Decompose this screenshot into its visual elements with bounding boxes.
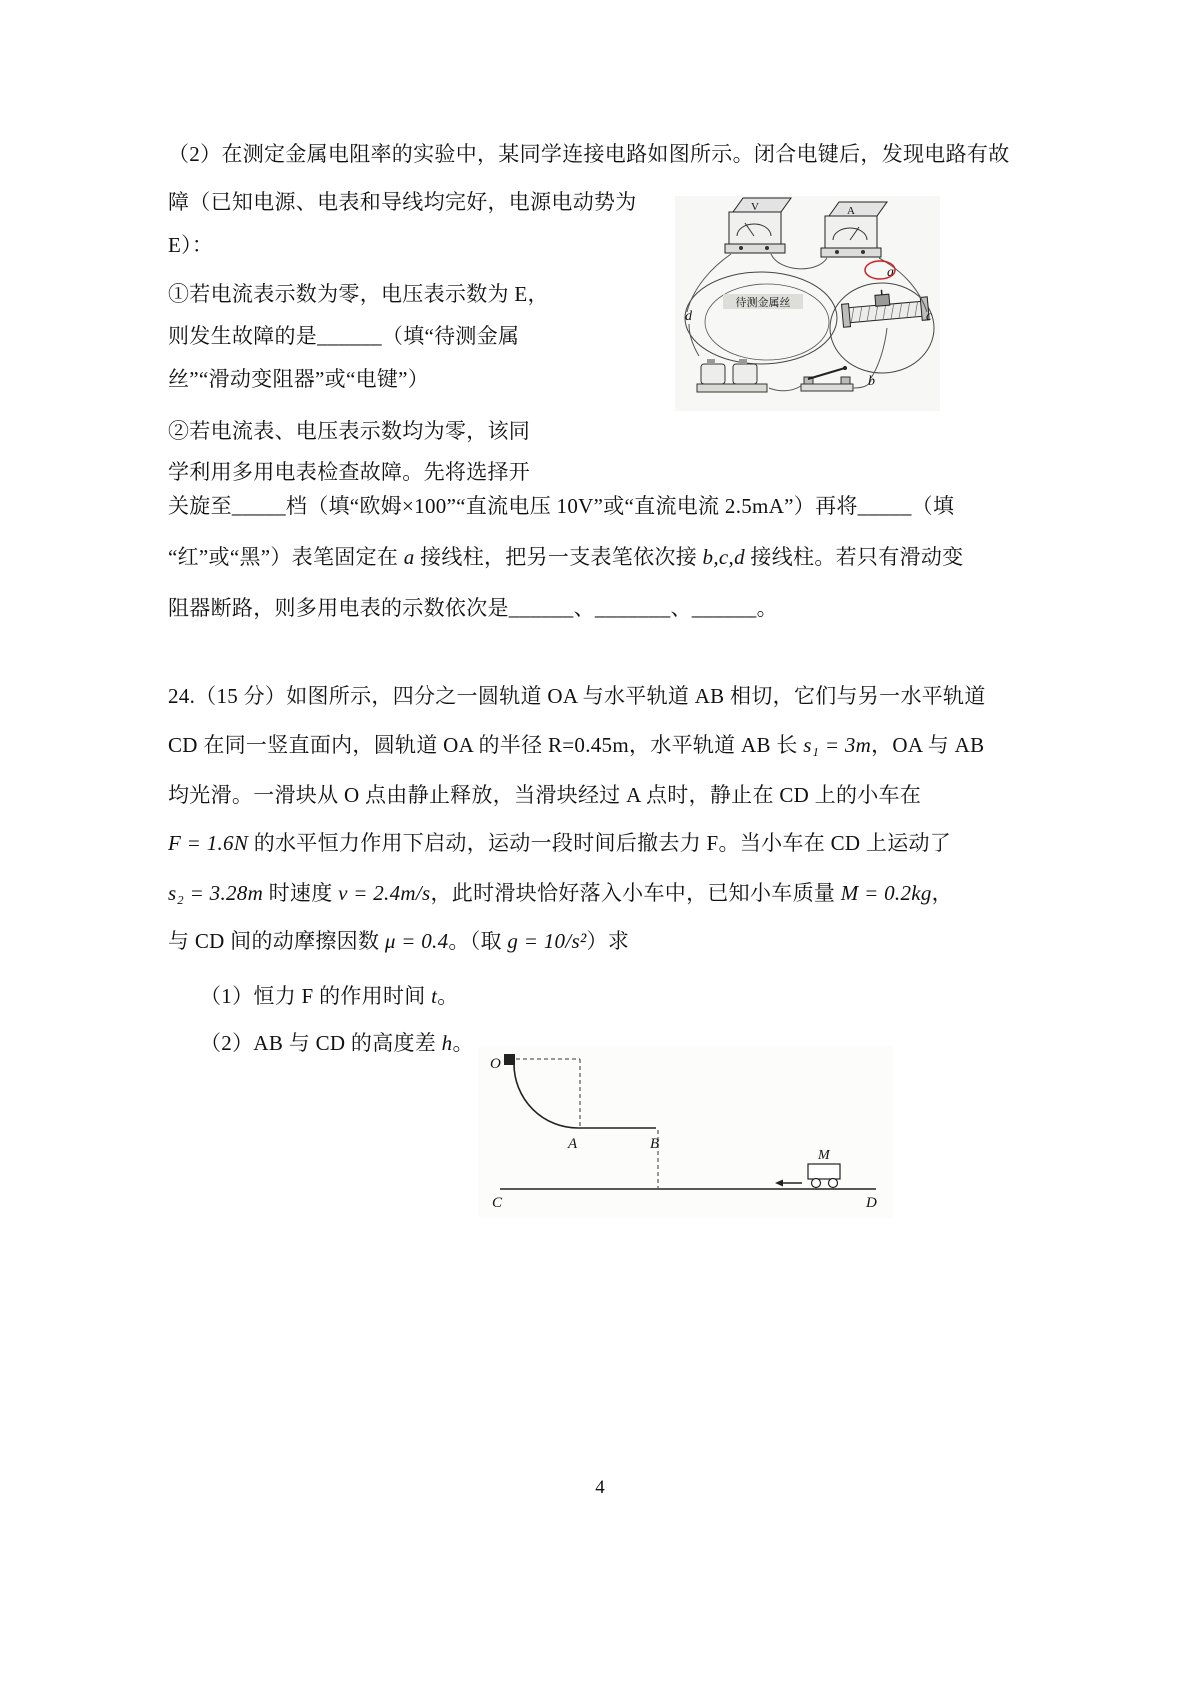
q2-line-3: E）： [168, 233, 214, 257]
var-m: M = 0.2kg [840, 881, 932, 905]
q2-line-11: 阻器断路，则多用电表的示数依次是______、_______、______。 [168, 596, 778, 620]
q24-line-3: 均光滑。一滑块从 O 点由静止释放，当滑块经过 A 点时，静止在 CD 上的小车在 [168, 783, 922, 807]
q24-line-4 [168, 830, 951, 856]
text-run: CD 在同一竖直面内，圆轨道 OA 的半径 R=0.45m，水平轨道 AB 长 [168, 733, 804, 757]
circuit-figure [675, 196, 940, 411]
block-icon [504, 1054, 515, 1065]
terminal-c-label: c [926, 309, 933, 324]
terminal-b-label: b [868, 374, 875, 389]
voltmeter-label: V [751, 201, 759, 213]
text-run: ，OA 与 AB [871, 733, 985, 757]
text-run: 。（取 [448, 929, 508, 953]
point-d-label: D [866, 1195, 877, 1211]
q2-line-2: 障（已知电源、电表和导线均完好，电源电动势为 [168, 190, 637, 214]
q24-line-1: 24.（15 分）如图所示，四分之一圆轨道 OA 与水平轨道 AB 相切，它们与另一水平轨道 [168, 684, 986, 708]
point-c-label: C [492, 1195, 503, 1211]
wire-label: 待测金属丝 [735, 297, 791, 309]
var-t: t [431, 984, 438, 1008]
text-run: （1）恒力 F 的作用时间 [200, 984, 432, 1008]
q24-line-2 [168, 732, 984, 758]
track-figure [478, 1046, 893, 1218]
var-mu: μ = 0.4 [384, 929, 449, 953]
var-g: g = 10/s² [507, 929, 587, 953]
q2-line-10 [168, 544, 963, 570]
q2-line-5: 则发生故障的是______（填“待测金属 [168, 324, 520, 348]
terminal-d-label: d [685, 309, 692, 324]
q2-line-1: （2）在测定金属电阻率的实验中，某同学连接电路如图所示。闭合电键后，发现电路有故 [168, 142, 1010, 166]
text-run: ）求 [586, 929, 630, 953]
point-a-label: A [568, 1136, 578, 1152]
var-h: h [441, 1031, 453, 1055]
text-run: ， [931, 881, 953, 905]
q24-line-6 [168, 928, 629, 954]
var-a: a [403, 545, 415, 569]
text-run: 接线柱，把另一支表笔依次接 [414, 545, 703, 569]
q2-line-7: ②若电流表、电压表示数均为零，该同 [168, 419, 531, 443]
point-o-label: O [490, 1056, 501, 1072]
track-figure-svg [478, 1046, 893, 1218]
q24-sub-2 [200, 1030, 474, 1056]
terminal-a-label: a [887, 265, 894, 280]
var-bcd: b,c,d [702, 545, 745, 569]
q2-line-9: 关旋至_____档（填“欧姆×100”“直流电压 10V”或“直流电流 2.5mA”）再将_____（填 [168, 494, 955, 518]
point-b-label: B [650, 1136, 660, 1152]
q2-line-4: ①若电流表示数为零，电压表示数为 E， [168, 282, 549, 306]
text-run: 。 [452, 1031, 474, 1055]
text-run: 。 [437, 984, 459, 1008]
q2-line-8: 学利用多用电表检查故障。先将选择开 [168, 460, 531, 484]
circuit-figure-svg [675, 196, 940, 411]
page-number: 4 [595, 1477, 605, 1498]
text-run: ，此时滑块恰好落入小车中，已知小车质量 [430, 881, 841, 905]
var-s2: s₂ = 3.28m [168, 881, 264, 905]
var-f: F = 1.6N [168, 831, 249, 855]
figure-background [478, 1046, 893, 1218]
var-v: v = 2.4m/s [338, 881, 431, 905]
q24-line-5 [168, 880, 953, 906]
text-run: 的水平恒力作用下启动，运动一段时间后撤去力 F。当小车在 CD 上运动了 [248, 831, 952, 855]
q24-sub-1 [200, 983, 459, 1009]
cart-m-label: M [818, 1148, 830, 1163]
text-run: 时速度 [263, 881, 339, 905]
var-s1: s₁ = 3m [803, 733, 872, 757]
ammeter-label: A [847, 205, 855, 217]
text-run: “红”或“黑”）表笔固定在 [168, 545, 404, 569]
text-run: （2）AB 与 CD 的高度差 [200, 1031, 442, 1055]
text-run: 与 CD 间的动摩擦因数 [168, 929, 385, 953]
q2-line-6: 丝”“滑动变阻器”或“电键”） [168, 367, 430, 391]
text-run: 接线柱。若只有滑动变 [744, 545, 964, 569]
